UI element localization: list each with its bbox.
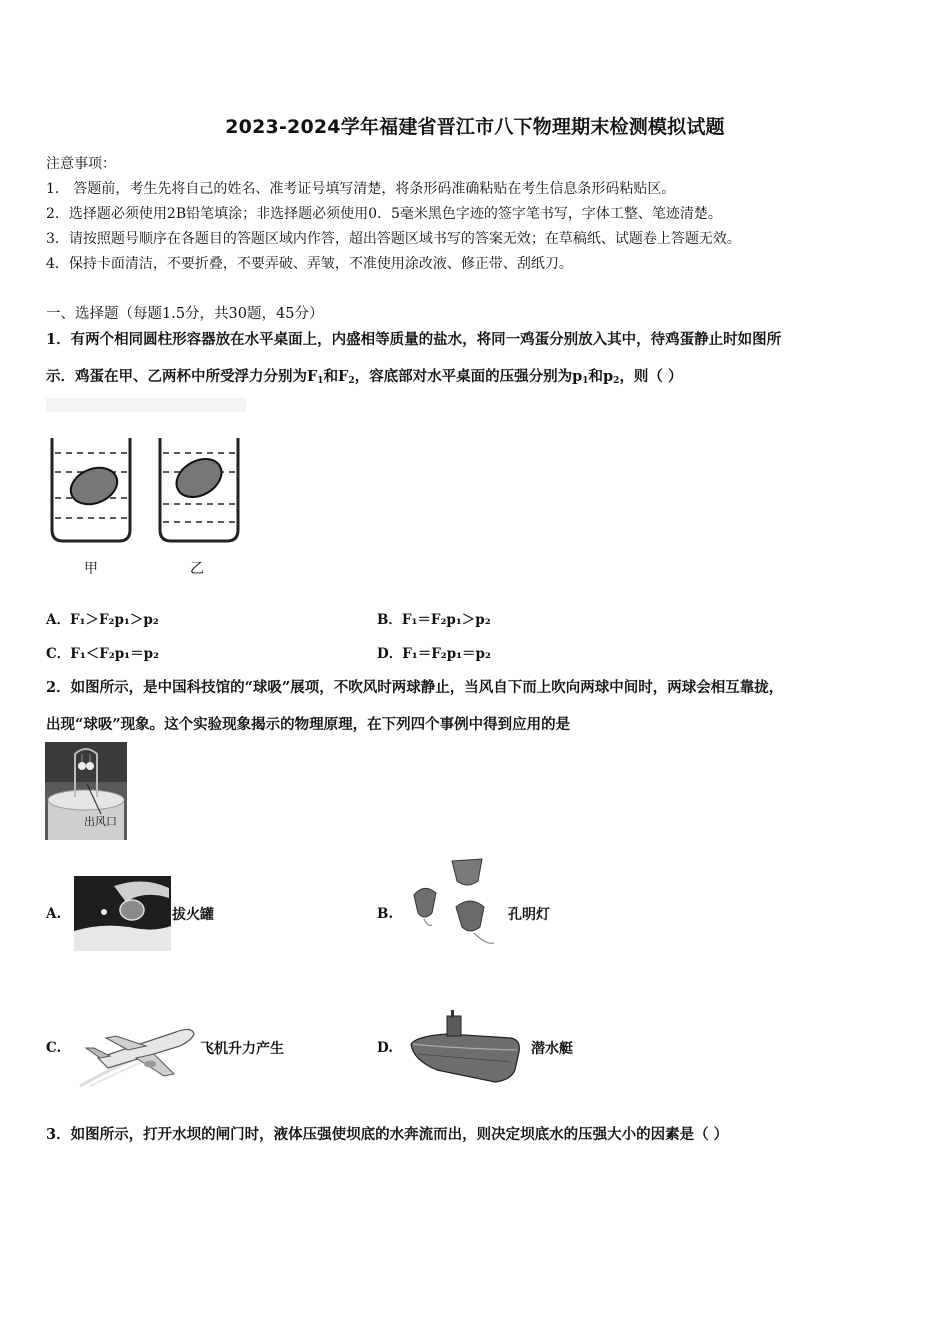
q2-option-c-text: 飞机升力产生 — [200, 1041, 284, 1057]
cupping-icon — [74, 876, 171, 951]
q2-option-a-letter: A. — [46, 906, 62, 922]
notes-item-1: 1． 答题前，考生先将自己的姓名、准考证号填写清楚，将条形码准确粘贴在考生信息条形码粘贴区。 — [46, 181, 676, 197]
section-heading: 一、选择题（每题1.5分，共30题，45分） — [46, 306, 324, 322]
q1-label-jia: 甲 — [84, 561, 98, 577]
submarine-icon — [407, 1010, 525, 1088]
q1-option-b: B．F₁＝F₂p₁＞p₂ — [377, 612, 491, 628]
airplane-icon — [76, 1018, 198, 1090]
page-title: 2023-2024学年福建省晋江市八下物理期末检测模拟试题 — [225, 116, 725, 138]
q2-option-b-letter: B. — [377, 906, 394, 922]
q2-option-c-letter: C. — [46, 1040, 62, 1056]
q2-option-a-text: 拔火罐 — [172, 907, 214, 923]
q2-line2: 出现“球吸”现象。这个实验现象揭示的物理原理，在下列四个事例中得到应用的是 — [46, 716, 571, 733]
q1-option-c: C．F₁＜F₂p₁＝p₂ — [46, 646, 159, 662]
q2-option-b-text: 孔明灯 — [508, 907, 550, 923]
q1-line2: 示．鸡蛋在甲、乙两杯中所受浮力分别为$F_1$和$F_2$，容底部对水平桌面的压强分别为$p_1$和$p_2$，则（ ） — [46, 368, 683, 386]
q2-option-d-letter: D. — [377, 1040, 393, 1056]
q2-outlet-label: 出风口 — [84, 815, 117, 828]
q1-option-a: A．F₁＞F₂p₁＞p₂ — [46, 612, 159, 628]
q2-option-d-text: 潜水艇 — [531, 1041, 573, 1057]
notes-heading: 注意事项： — [46, 156, 116, 172]
q3-line1: 3．如图所示，打开水坝的闸门时，液体压强使坝底的水奔流而出，则决定坝底水的压强大小的因素是（ ） — [46, 1126, 729, 1143]
q1-beakers-figure — [46, 398, 246, 582]
q1-line1: 1．有两个相同圆柱形容器放在水平桌面上，内盛相等质量的盐水，将同一鸡蛋分别放入其中，待鸡蛋静止时如图所 — [46, 331, 782, 348]
q1-option-d: D．F₁＝F₂p₁＝p₂ — [377, 646, 491, 662]
notes-item-2: 2．选择题必须使用2B铅笔填涂；非选择题必须使用0．5毫米黑色字迹的签字笔书写，字体工整、笔迹清楚。 — [46, 206, 722, 222]
notes-item-3: 3．请按照题号顺序在各题目的答题区域内作答，超出答题区域书写的答案无效；在草稿纸、试题卷上答题无效。 — [46, 231, 741, 247]
notes-item-4: 4．保持卡面清洁，不要折叠，不要弄破、弄皱，不准使用涂改液、修正带、刮纸刀。 — [46, 256, 573, 272]
sky-lantern-icon — [410, 855, 500, 950]
q2-line1: 2．如图所示，是中国科技馆的“球吸”展项，不吹风时两球静止，当风自下而上吹向两球中间时，两球会相互靠拢， — [46, 679, 784, 696]
q1-label-yi: 乙 — [190, 561, 204, 577]
